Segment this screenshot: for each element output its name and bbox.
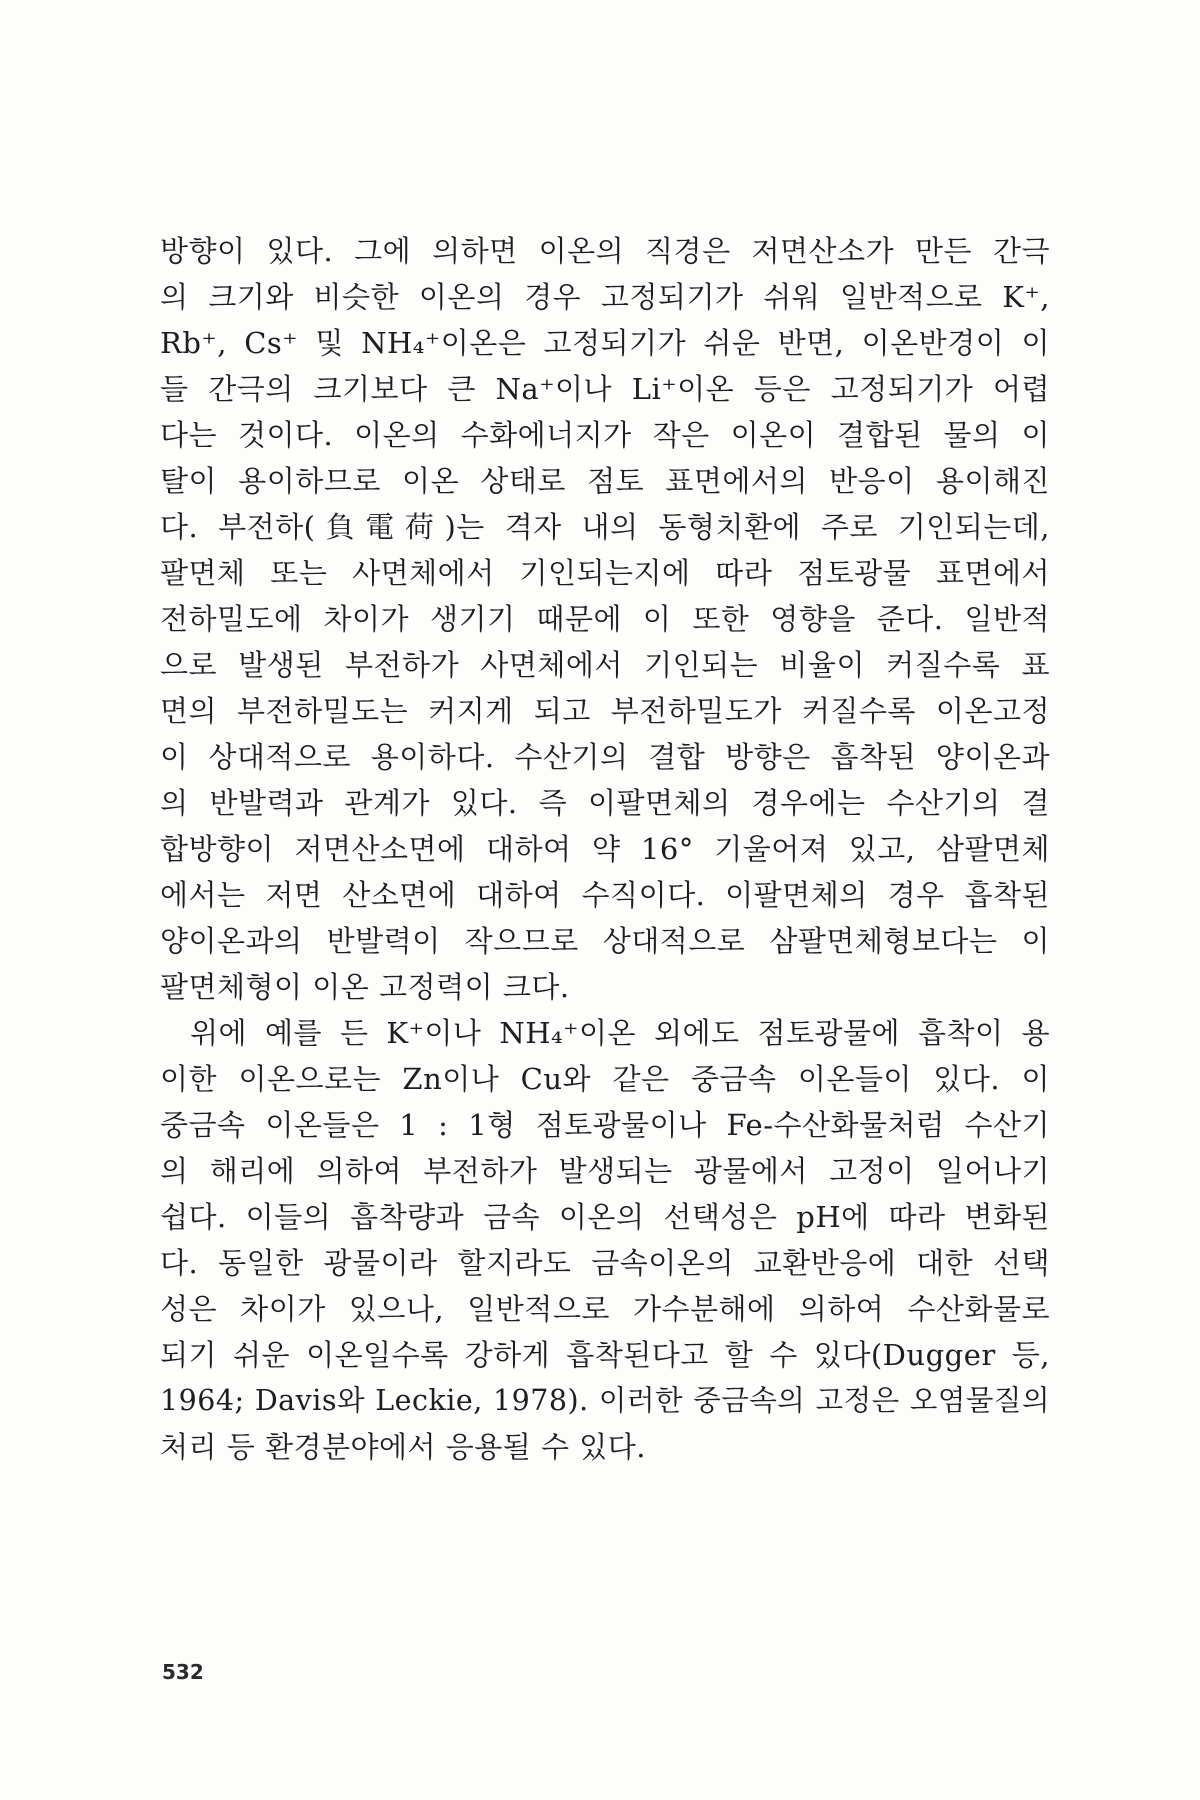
text-line: 팔면체형이 이온 고정력이 크다. bbox=[160, 970, 570, 1004]
text-line: Rb⁺, Cs⁺ 및 NH₄⁺이온은 고정되기가 쉬운 반면, 이온반경이 이 bbox=[160, 326, 1050, 360]
paragraph-2 bbox=[160, 1010, 1050, 1470]
text-line: 다. 부전하(負電荷)는 격자 내의 동형치환에 주로 기인되는데, bbox=[160, 510, 1050, 544]
text-line: 쉽다. 이들의 흡착량과 금속 이온의 선택성은 pH에 따라 변화된 bbox=[160, 1200, 1050, 1234]
text-line: 다는 것이다. 이온의 수화에너지가 작은 이온이 결합된 물의 이 bbox=[160, 418, 1050, 452]
text-line: 합방향이 저면산소면에 대하여 약 16° 기울어져 있고, 삼팔면체 bbox=[160, 832, 1050, 866]
text-line: 면의 부전하밀도는 커지게 되고 부전하밀도가 커질수록 이온고정 bbox=[160, 694, 1050, 728]
body-text bbox=[160, 228, 1050, 1470]
text-line: 1964; Davis와 Leckie, 1978). 이러한 중금속의 고정은 오염물질의 bbox=[160, 1384, 1050, 1417]
text-line: 중금속 이온들은 1 : 1형 점토광물이나 Fe-수산화물처럼 수산기 bbox=[160, 1108, 1050, 1142]
text-line: 처리 등 환경분야에서 응용될 수 있다. bbox=[160, 1430, 647, 1464]
text-line: 이 상대적으로 용이하다. 수산기의 결합 방향은 흡착된 양이온과 bbox=[160, 740, 1050, 774]
text-line: 성은 차이가 있으나, 일반적으로 가수분해에 의하여 수산화물로 bbox=[160, 1292, 1050, 1326]
text-line: 이한 이온으로는 Zn이나 Cu와 같은 중금속 이온들이 있다. 이 bbox=[160, 1062, 1050, 1096]
text-line: 의 크기와 비슷한 이온의 경우 고정되기가 쉬워 일반적으로 K⁺, bbox=[160, 280, 1050, 314]
text-line: 양이온과의 반발력이 작으므로 상대적으로 삼팔면체형보다는 이 bbox=[160, 924, 1050, 958]
text-line: 으로 발생된 부전하가 사면체에서 기인되는 비율이 커질수록 표 bbox=[160, 648, 1050, 682]
text-line: 방향이 있다. 그에 의하면 이온의 직경은 저면산소가 만든 간극 bbox=[160, 234, 1050, 268]
text-line: 위에 예를 든 K⁺이나 NH₄⁺이온 외에도 점토광물에 흡착이 용 bbox=[190, 1016, 1050, 1050]
text-line: 들 간극의 크기보다 큰 Na⁺이나 Li⁺이온 등은 고정되기가 어렵 bbox=[160, 372, 1050, 406]
text-line: 전하밀도에 차이가 생기기 때문에 이 또한 영향을 준다. 일반적 bbox=[160, 602, 1050, 636]
text-line: 다. 동일한 광물이라 할지라도 금속이온의 교환반응에 대한 선택 bbox=[160, 1246, 1050, 1280]
text-line: 탈이 용이하므로 이온 상태로 점토 표면에서의 반응이 용이해진 bbox=[160, 464, 1050, 498]
text-line: 의 해리에 의하여 부전하가 발생되는 광물에서 고정이 일어나기 bbox=[160, 1154, 1050, 1188]
text-line: 의 반발력과 관계가 있다. 즉 이팔면체의 경우에는 수산기의 결 bbox=[160, 786, 1050, 820]
text-line: 에서는 저면 산소면에 대하여 수직이다. 이팔면체의 경우 흡착된 bbox=[160, 878, 1050, 912]
page-number: 532 bbox=[162, 1660, 204, 1684]
paragraph-1 bbox=[160, 228, 1050, 1010]
text-line: 팔면체 또는 사면체에서 기인되는지에 따라 점토광물 표면에서 bbox=[160, 556, 1050, 590]
text-line: 되기 쉬운 이온일수록 강하게 흡착된다고 할 수 있다(Dugger 등, bbox=[160, 1338, 1050, 1372]
